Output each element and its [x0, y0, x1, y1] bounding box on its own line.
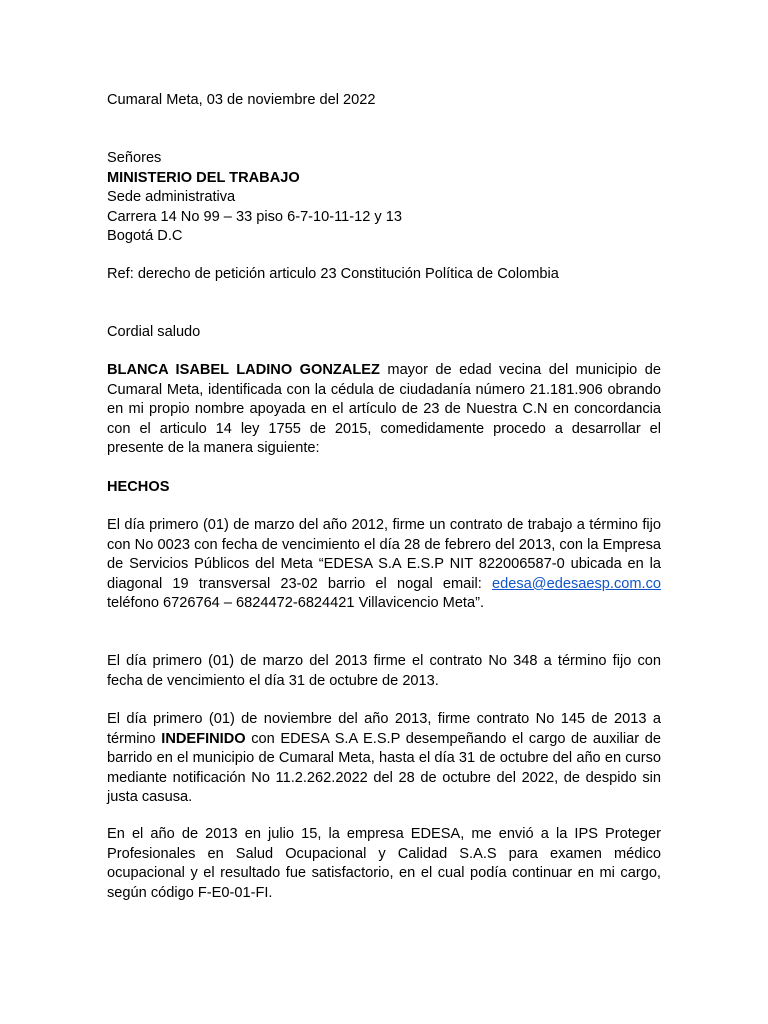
fact-paragraph-1 [107, 516, 661, 614]
fact-3-bold-term: INDEFINIDO [161, 730, 246, 747]
fact-3-text-end: con EDESA S.A E.S.P desempeñando el cargo de auxiliar de barrido en el municipio de Cumaral Meta, hasta el día 31 de octubre del año en curso mediante notificación No 11.2.262.2022 del 28 de octubre del 2022, de despido sin justa casusa. [107, 730, 661, 806]
recipient-office: Sede administrativa [107, 189, 236, 206]
reference-line: Ref: derecho de petición articulo 23 Constitución Política de Colombia [107, 266, 559, 282]
recipient-address: Carrera 14 No 99 – 33 piso 6-7-10-11-12 y 13 [107, 208, 403, 225]
intro-paragraph [107, 361, 661, 459]
recipient-block [107, 149, 661, 247]
recipient-city: Bogotá D.C [107, 228, 183, 245]
recipient-organization: MINISTERIO DEL TRABAJO [107, 169, 300, 186]
fact-paragraph-3 [107, 710, 661, 808]
greeting: Cordial saludo [107, 324, 201, 340]
recipient-salutation: Señores [107, 150, 162, 166]
intro-text: mayor de edad vecina del municipio de Cumaral Meta, identificada con la cédula de ciudadanía número 21.181.906 obrando en mi propio nombre apoyada en el artículo de 23 de Nuestra C.N en concordancia con el articulo 14 ley 1755 de 2015, comedidamente procedo a desarrollar el presente de la manera siguiente: [107, 362, 662, 457]
fact-paragraph-2: El día primero (01) de marzo del 2013 firme el contrato No 348 a término fijo con fecha de vencimiento el día 31 de octubre de 2013. [107, 653, 661, 689]
fact-paragraph-4: En el año de 2013 en julio 15, la empresa EDESA, me envió a la IPS Proteger Profesionales en Salud Ocupacional y Calidad S.A.S para examen médico ocupacional y el resultado fue satisfactorio, en el cual podía continuar en mi cargo, según código F-E0-01-FI. [107, 826, 661, 901]
section-title-hechos: HECHOS [107, 479, 170, 495]
petitioner-name: BLANCA ISABEL LADINO GONZALEZ [107, 362, 380, 378]
fact-3-text: El día primero (01) de noviembre del año 2013, firme contrato No 145 de 2013 a término [107, 711, 661, 747]
email-link[interactable]: edesa@edesaesp.com.co [492, 575, 661, 592]
date-line: Cumaral Meta, 03 de noviembre del 2022 [107, 92, 376, 108]
fact-1-text: El día primero (01) de marzo del año 2012, firme un contrato de trabajo a término fijo con No 0023 con fecha de vencimiento el día 28 de febrero del 2013, con la Empresa de Servicios Públicos del Meta “EDESA S.A E.S.P NIT 822006587-0 ubicada en la diagonal 19 transversal 23-02 barrio el nogal email: [107, 517, 661, 592]
fact-1-text-end: teléfono 6726764 – 6824472-6824421 Villavicencio Meta”. [107, 595, 485, 612]
